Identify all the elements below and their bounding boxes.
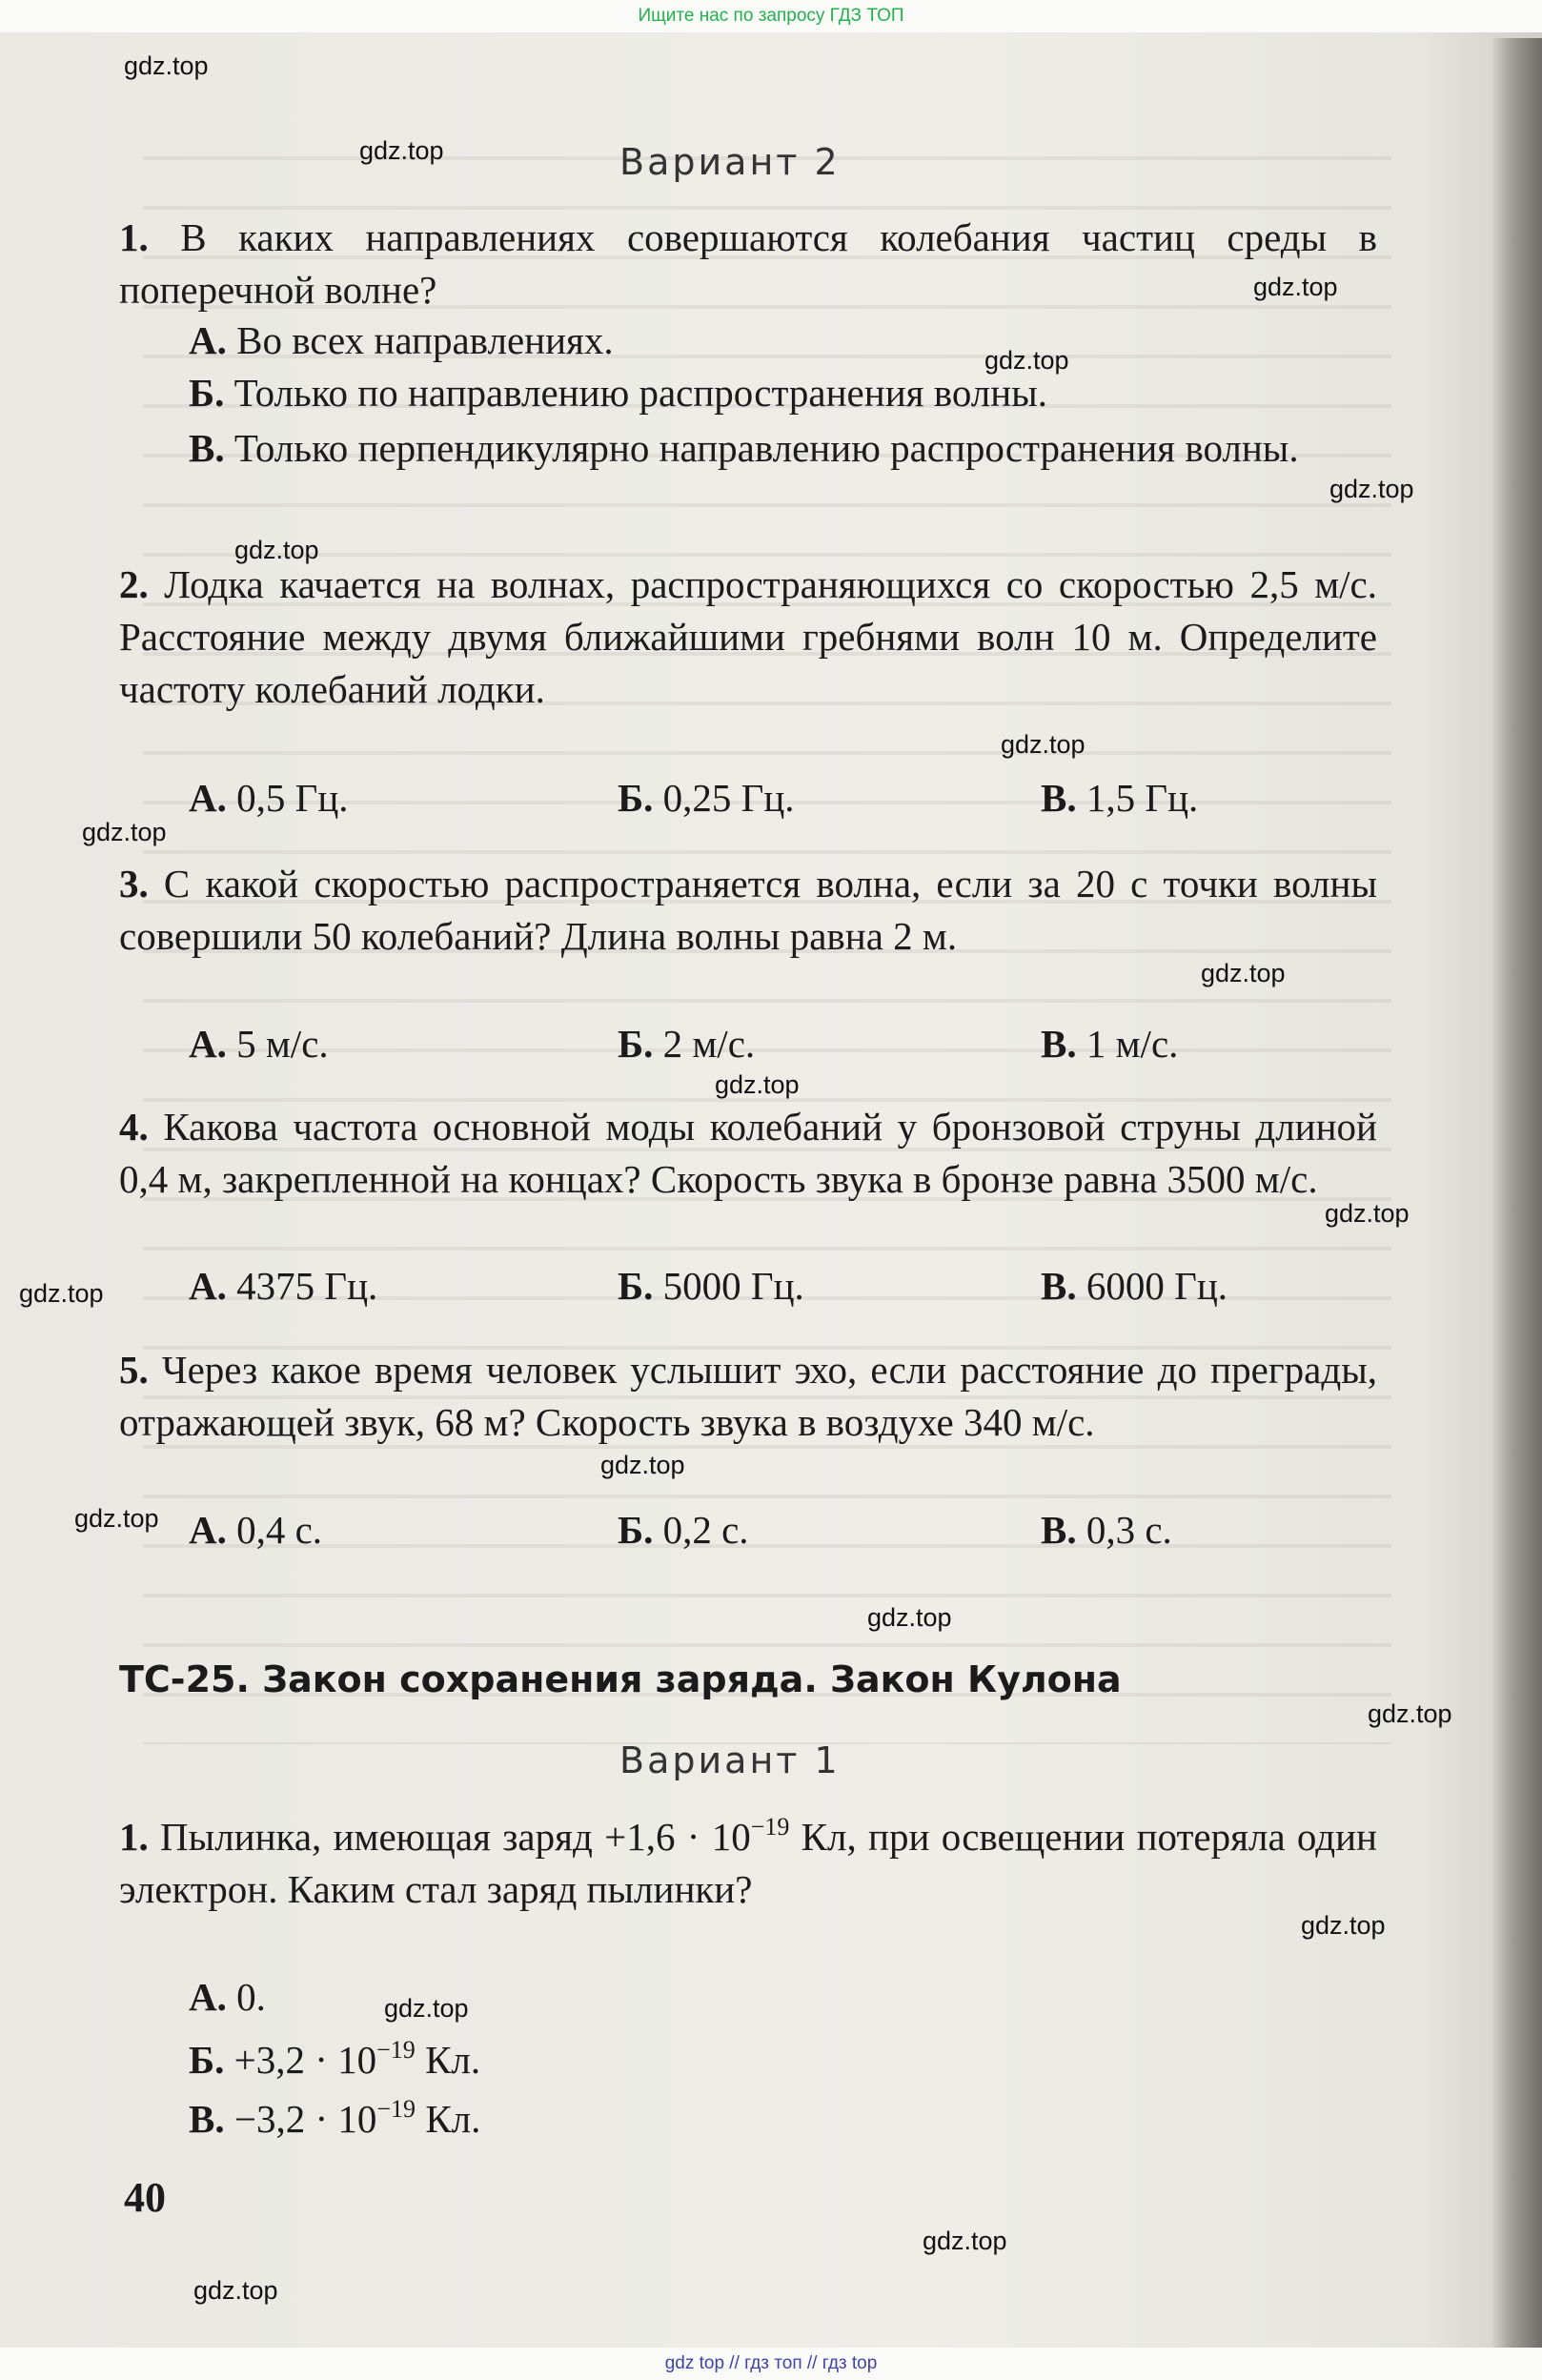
v2-q3-option-a: А. 5 м/с. [189,1022,329,1066]
watermark: gdz.top [384,1994,469,2023]
v2-question-2 [119,559,1377,716]
v2-q2-option-b: Б. 0,25 Гц. [618,776,795,820]
question-text: Лодка качается на волнах, распространяющихся со скоростью 2,5 м/с. Расстояние между двумя ближайшими гребнями волн 10 м. Определите частоту колебаний лодки. [119,562,1378,711]
question-number: 3. [119,862,149,905]
watermark: gdz.top [984,346,1069,375]
variant-2-heading: Вариант 2 [619,141,841,183]
question-number: 5. [119,1348,149,1392]
question-number: 4. [119,1105,149,1149]
bottom-banner[interactable]: gdz top // гдз топ // гдз top [0,2348,1542,2380]
v2-q4-option-c: В. 6000 Гц. [1041,1264,1228,1308]
v2-q5-option-b: Б. 0,2 с. [618,1508,749,1552]
watermark: gdz.top [1201,959,1286,987]
page-edge-shadow [1492,38,1542,2364]
v2-q4-option-a: А. 4375 Гц. [189,1264,378,1308]
watermark: gdz.top [234,536,319,564]
question-text: Какова частота основной моды колебаний у бронзовой струны длиной 0,4 м, закрепленной на концах? Скорость звука в бронзе равна 3500 м/с. [119,1105,1377,1201]
v2-question-1 [119,212,1377,316]
watermark: gdz.top [1253,273,1338,301]
v1-q1-option-a: А. 0. [189,1975,266,2019]
v2-q1-option-c: В. Только перпендикулярно направлению распространения волны. [189,426,1299,470]
v1-q1-option-b: Б. $+3,2 \cdot 10^{-19}$ Кл. [189,2036,481,2082]
v2-q3-option-c: В. 1 м/с. [1041,1022,1179,1066]
watermark: gdz.top [82,818,167,846]
watermark: gdz.top [359,136,444,165]
watermark: gdz.top [867,1603,952,1632]
question-text: Через какое время человек услышит эхо, если расстояние до преграды, отражающей звук, 68 м? Скорость звука в воздухе 340 м/с. [119,1348,1377,1444]
page-number: 40 [124,2174,166,2221]
question-text: С какой скоростью распространяется волна, если за 20 с точки волны совершили 50 колебаний? Длина волны равна 2 м. [119,862,1377,958]
watermark: gdz.top [1329,475,1414,503]
variant-1-heading: Вариант 1 [619,1739,841,1781]
v2-q5-option-c: В. 0,3 с. [1041,1508,1172,1552]
watermark: gdz.top [715,1070,800,1099]
v2-q4-option-b: Б. 5000 Гц. [618,1264,804,1308]
watermark: gdz.top [124,51,209,80]
v1-q1-option-c: В. $-3,2 \cdot 10^{-19}$ Кл. [189,2095,481,2141]
question-text: В каких направлениях совершаются колебания частиц среды в поперечной волне? [119,215,1378,312]
v1-question-1 [119,1811,1377,1916]
exponent: −19 [750,1813,790,1841]
v2-q2-option-c: В. 1,5 Гц. [1041,776,1199,820]
question-number: 1. [119,1815,149,1859]
question-number: 2. [119,562,149,606]
question-number: 1. [119,215,149,259]
section-title: ТС-25. Закон сохранения заряда. Закон Кулона [119,1658,1122,1700]
v2-q3-option-b: Б. 2 м/с. [618,1022,756,1066]
top-banner[interactable]: Ищите нас по запросу ГДЗ ТОП [0,0,1542,32]
v2-q1-option-b: Б. Только по направлению распространения волны. [189,371,1047,415]
v2-q5-option-a: А. 0,4 с. [189,1508,323,1552]
watermark: gdz.top [1001,730,1085,759]
v2-question-3 [119,858,1377,963]
question-text-end: Кл, при освещении потеряла один электрон. Каким стал заряд пылинки? [119,1815,1377,1911]
watermark: gdz.top [1301,1911,1386,1940]
watermark: gdz.top [1325,1199,1410,1228]
watermark: gdz.top [600,1451,685,1479]
watermark: gdz.top [193,2276,278,2305]
watermark: gdz.top [74,1504,159,1533]
v2-q1-option-a: А. Во всех направлениях. [189,318,614,362]
v2-question-5 [119,1344,1377,1449]
watermark: gdz.top [19,1279,104,1308]
v2-question-4 [119,1101,1377,1206]
v2-q2-option-a: А. 0,5 Гц. [189,776,349,820]
watermark: gdz.top [923,2227,1007,2255]
question-text: Пылинка, имеющая заряд +1,6 · 10 [160,1815,751,1859]
watermark: gdz.top [1368,1699,1452,1728]
